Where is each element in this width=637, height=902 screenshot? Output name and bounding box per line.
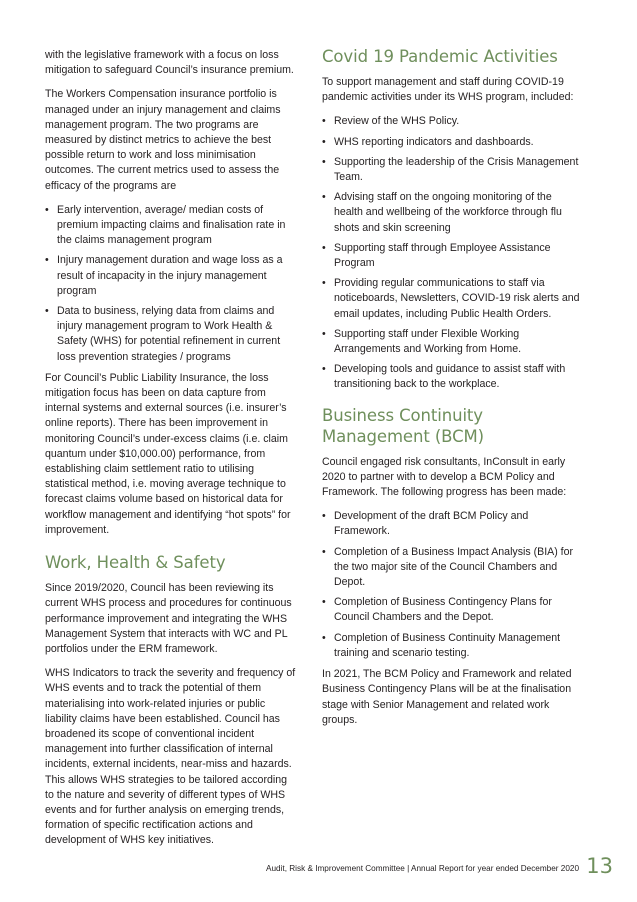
list-item: • Data to business, relying data from claims and injury management program to Work Health & Safety (WHS) for potential refinement in current loss prevention strategies / programs xyxy=(45,304,297,365)
bcm-closing-paragraph: In 2021, The BCM Policy and Framework and related Business Contingency Plans will be at the finalisation stage with Senior Management and related work groups. xyxy=(322,668,572,726)
covid-paragraph: To support management and staff during COVID-19 pandemic activities under its WHS program, included: xyxy=(322,76,574,104)
list-item: • Injury management duration and wage loss as a result of incapacity in the injury management program xyxy=(45,253,297,299)
covid-heading: Covid 19 Pandemic Activities xyxy=(322,47,558,66)
list-item: • Completion of a Business Impact Analysis (BIA) for the two major site of the Council Chambers and Depot. xyxy=(322,545,580,591)
list-item: • Early intervention, average/ median costs of premium impacting claims and finalisation rate in the claims management program xyxy=(45,203,297,249)
footer-report-title: Audit, Risk & Improvement Committee | Annual Report for year ended December 2020 xyxy=(266,864,579,873)
bcm-heading: Business Continuity Management (BCM) xyxy=(322,405,484,446)
public-liability-paragraph: For Council’s Public Liability Insurance, the loss mitigation focus has been on data capture from internal systems and external sources (i.e. insurer’s online reports). There has been improvement in monitoring Council’s under-excess claims (i.e. claim quantum under $10,000.00) performance, from establishing claim settlement ratio to utilising statistical method, i.e. moving average technique to forecast claims volume based on historical data for workflow management and identifying “hot spots” for improvement. xyxy=(45,371,291,536)
whs-paragraph-2: WHS Indicators to track the severity and frequency of WHS events and to track the potential of them materialising into work-related injuries or public liability claims have been established. Council has broadened its scope of conventional incident management into further classification of internal incidents, external incidents, near-miss and hazards. This allows WHS strategies to be tailored according to the nature and severity of different types of WHS events and for further analysis on emerging trends, formation of specific rectification actions and development of WHS key initiatives. xyxy=(45,667,296,847)
left-column xyxy=(45,48,297,858)
list-item: • Development of the draft BCM Policy and Framework. xyxy=(322,509,580,539)
list-item: • Supporting staff under Flexible Working Arrangements and Working from Home. xyxy=(322,327,580,357)
list-item: • WHS reporting indicators and dashboards. xyxy=(322,135,580,150)
right-column xyxy=(322,48,580,737)
list-item: • Completion of Business Continuity Management training and scenario testing. xyxy=(322,631,580,661)
list-item: • Review of the WHS Policy. xyxy=(322,114,580,129)
list-item: • Supporting staff through Employee Assistance Program xyxy=(322,241,580,271)
whs-paragraph-1: Since 2019/2020, Council has been reviewing its current WHS process and procedures for continuous performance improvement and integrating the WHS Management System that interacts with WC and PL portfolios under the ERM framework. xyxy=(45,582,292,655)
bcm-progress-list xyxy=(322,509,580,661)
list-item: • Supporting the leadership of the Crisis Management Team. xyxy=(322,155,580,185)
list-item: • Advising staff on the ongoing monitoring of the health and wellbeing of the workforce through flu shots and skin screening xyxy=(322,190,580,236)
bcm-paragraph: Council engaged risk consultants, InConsult in early 2020 to partner with to develop a BCM Policy and Framework. The following progress has been made: xyxy=(322,455,567,499)
list-item: • Developing tools and guidance to assist staff with transitioning back to the workplace. xyxy=(322,362,580,392)
list-item: • Completion of Business Contingency Plans for Council Chambers and the Depot. xyxy=(322,595,580,625)
list-item: • Providing regular communications to staff via noticeboards, Newsletters, COVID-19 risk alerts and email updates, including Public Health Orders. xyxy=(322,276,580,322)
covid-activities-list xyxy=(322,114,580,392)
workers-comp-metrics-list xyxy=(45,203,297,365)
intro-paragraph: with the legislative framework with a focus on loss mitigation to safeguard Council’s insurance premium. xyxy=(45,49,294,77)
page-footer xyxy=(0,852,637,880)
whs-heading: Work, Health & Safety xyxy=(45,553,226,573)
workers-comp-paragraph: The Workers Compensation insurance portfolio is managed under an injury management and claims management program. The two programs are measured by distinct metrics to achieve the best possible return to work and loss minimisation outcomes. The current metrics used to assess the efficacy of the programs are xyxy=(45,88,281,192)
page-number: 13 xyxy=(586,854,613,878)
